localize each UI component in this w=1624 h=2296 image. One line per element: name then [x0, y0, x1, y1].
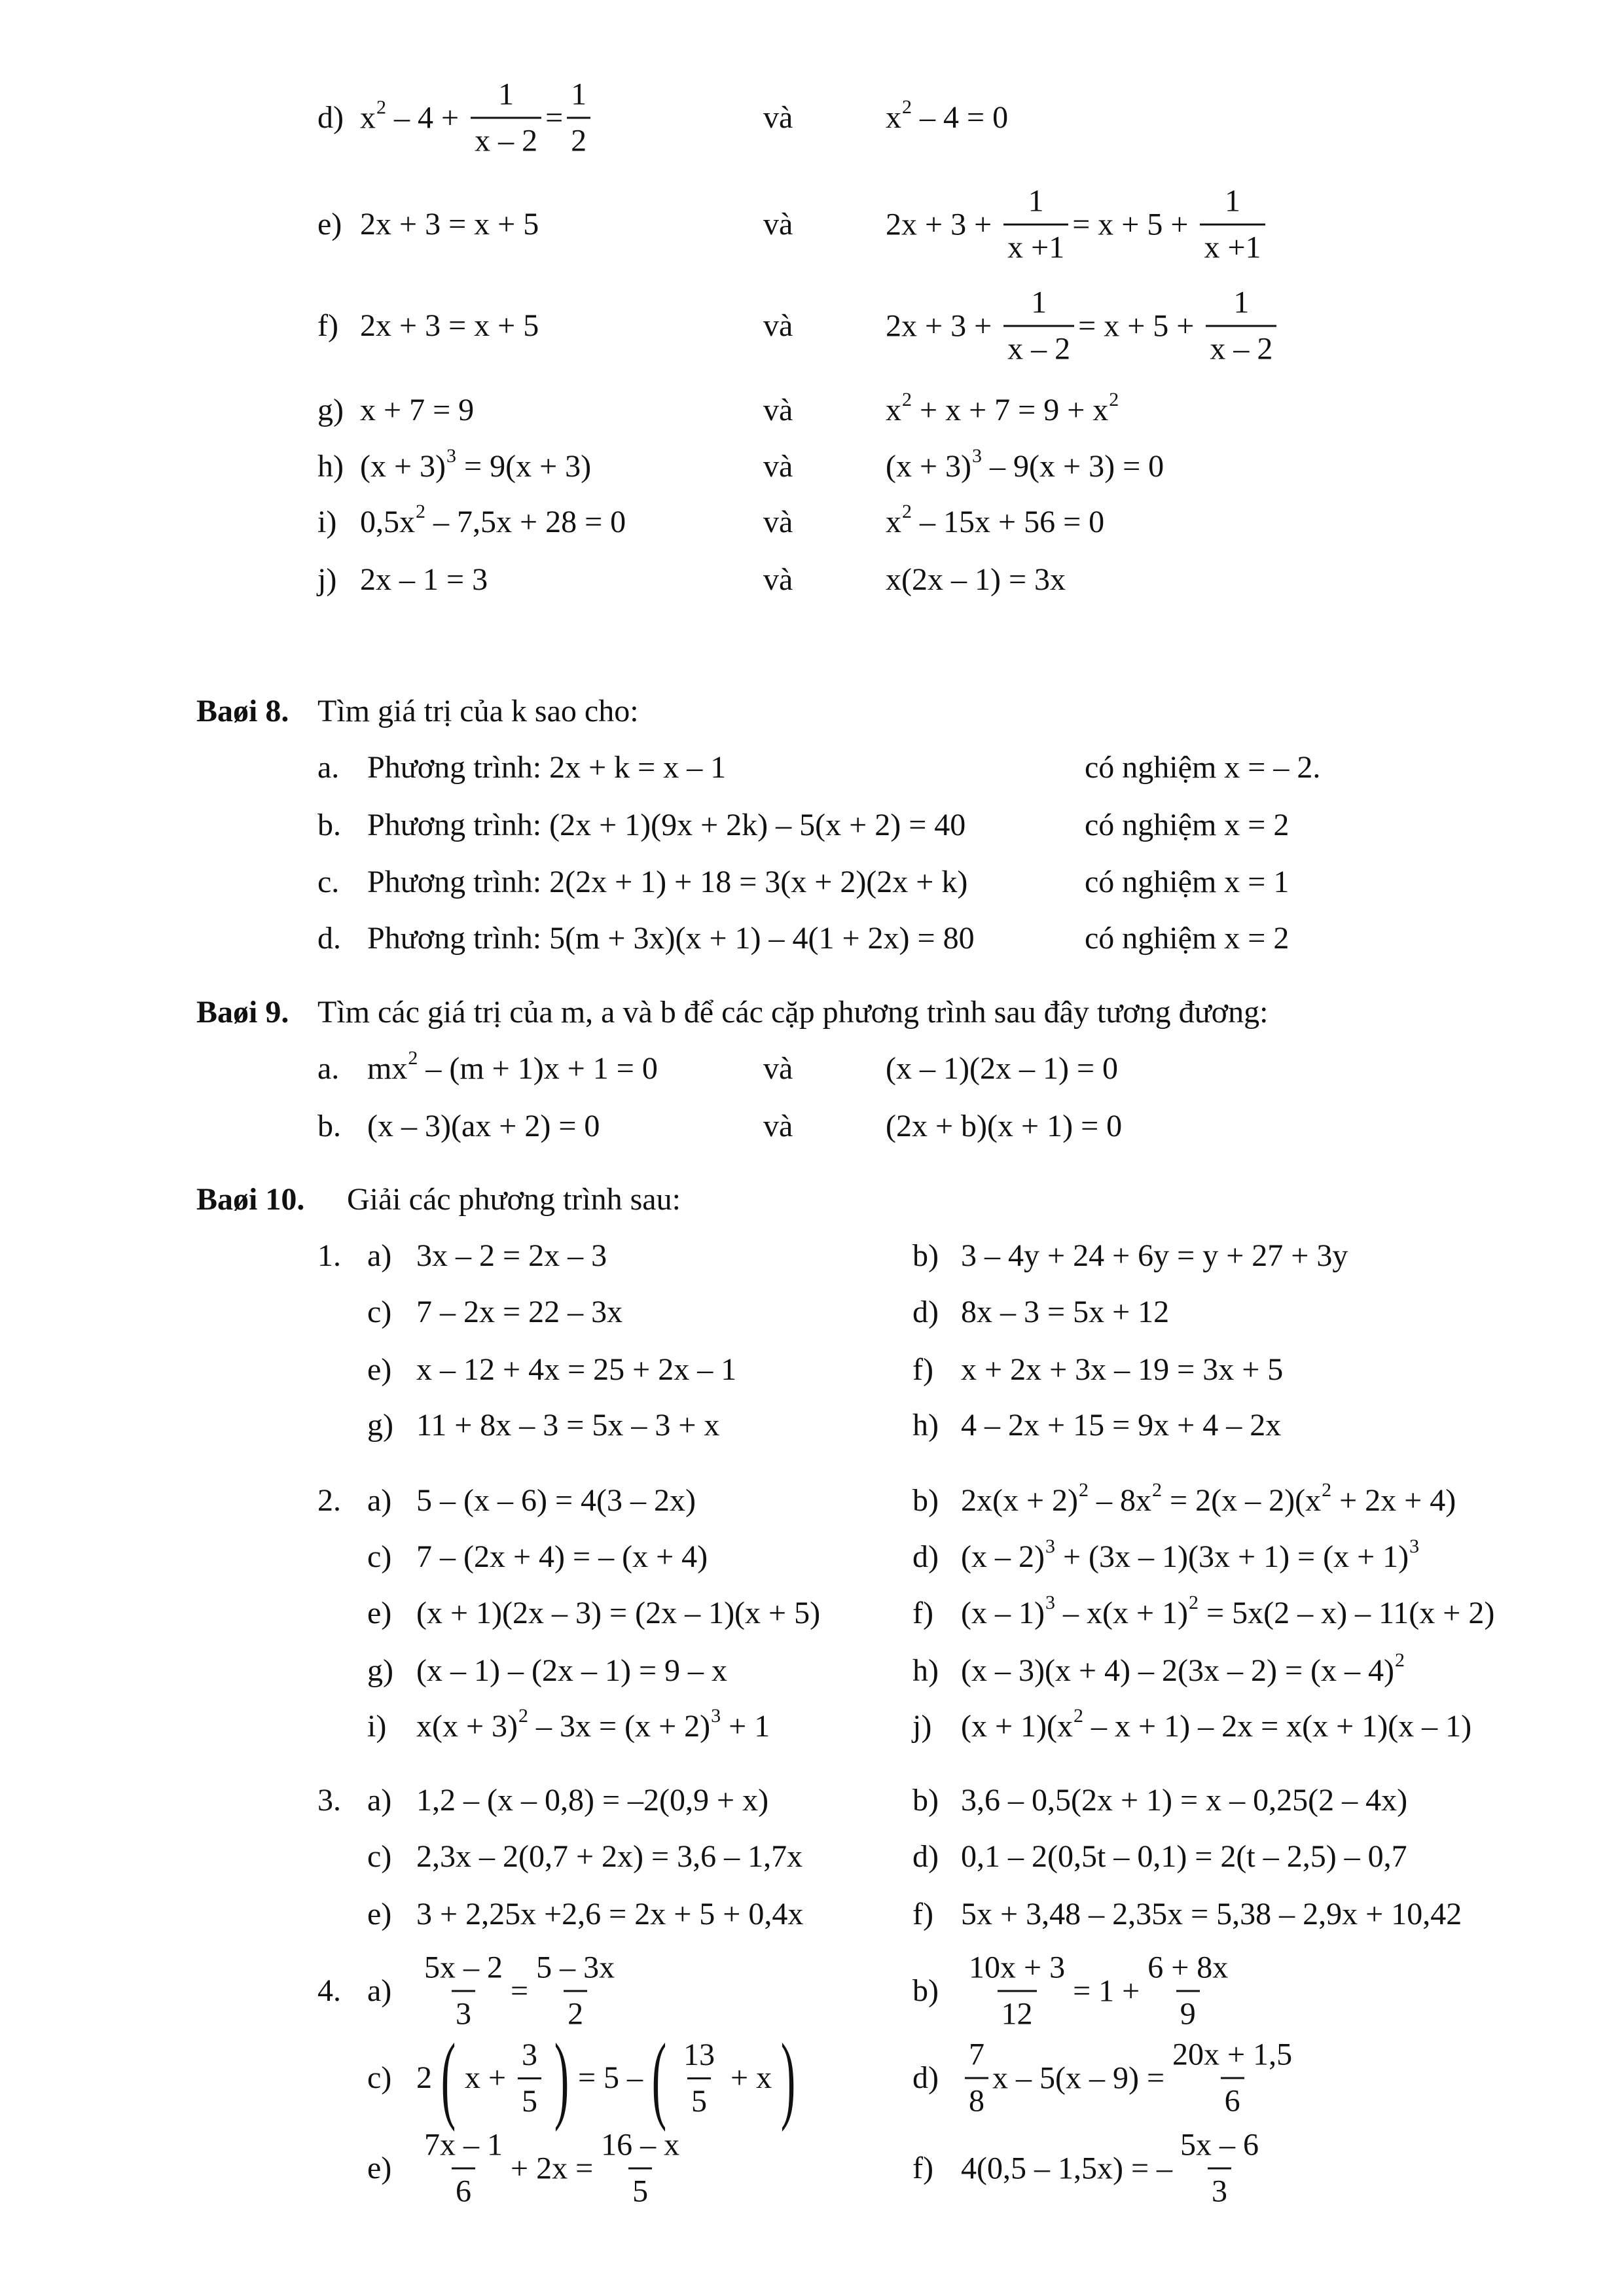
math-text: – 15x + 56 = 0: [912, 505, 1105, 539]
math-text: – 7,5x + 28 = 0: [425, 505, 626, 539]
math-text: – 4 +: [386, 100, 467, 135]
item-label: b.: [317, 1109, 341, 1143]
math-text: (x + 1)(x: [961, 1709, 1074, 1744]
left-equation: [360, 209, 539, 240]
math-text: =: [511, 1973, 529, 2008]
equation: [416, 1541, 708, 1573]
equation: [961, 1297, 1169, 1328]
math-text: – 8x: [1089, 1483, 1152, 1518]
equation: Phương trình: 5(m + 3x)(x + 1) – 4(1 + 2x) = 80: [367, 921, 975, 956]
conjunction: và: [763, 562, 793, 597]
denominator: 6: [452, 2168, 475, 2208]
denominator: 2: [564, 1990, 587, 2030]
fraction: [1003, 287, 1074, 365]
math-text: 3,6 – 0,5(2x + 1) = x – 0,25(2 – 4x): [961, 1783, 1408, 1818]
superscript: 2: [1189, 1592, 1199, 1613]
fraction: [532, 1952, 619, 2030]
item-label: f): [317, 308, 338, 343]
math-text: (x – 2): [961, 1539, 1045, 1574]
item-label: f): [912, 2151, 933, 2185]
fraction: [420, 1952, 507, 2030]
left-paren: (: [441, 2024, 456, 2132]
item-label: a): [367, 1783, 392, 1818]
condition: có nghiệm x = 1: [1085, 865, 1290, 899]
superscript: 2: [902, 389, 912, 410]
math-text: (x – 3)(x + 4) – 2(3x – 2) = (x – 4): [961, 1653, 1395, 1688]
numerator: 6 + 8x: [1147, 1950, 1229, 1985]
group-content: [676, 2039, 772, 2117]
conjunction: và: [763, 449, 793, 484]
math-text: 2: [416, 2060, 432, 2095]
right-equation: [886, 501, 1105, 539]
right-equation: [886, 1053, 1118, 1085]
left-equation: [360, 445, 592, 484]
numerator: 1: [498, 77, 514, 112]
math-text: x: [886, 505, 901, 539]
equation: [416, 1297, 623, 1328]
item-label: c): [367, 1539, 392, 1574]
superscript: 2: [902, 501, 912, 522]
condition: có nghiệm x = 2: [1085, 921, 1290, 956]
equation: [961, 2039, 1300, 2117]
exercise-instruction: Giải các phương trình sau:: [347, 1182, 681, 1217]
denominator: 9: [1176, 1990, 1200, 2030]
math-text: = 5 –: [577, 2060, 643, 2095]
fraction: [965, 1952, 1069, 2030]
math-text: = 9(x + 3): [456, 449, 592, 484]
math-text: 2x + 3 +: [886, 207, 1000, 242]
equation: [416, 1952, 623, 2030]
numerator: 1: [1031, 285, 1047, 320]
fraction: [518, 2039, 541, 2117]
left-equation: [367, 1111, 600, 1142]
math-text: + 2x =: [511, 2151, 594, 2185]
equation: [961, 1479, 1456, 1518]
group-content: [465, 2039, 545, 2117]
left-equation: [360, 310, 539, 342]
item-label: a): [367, 1483, 392, 1518]
right-paren: ): [554, 2024, 569, 2132]
item-label: a.: [317, 1051, 340, 1086]
equation: [416, 1240, 607, 1272]
numerator: 13: [683, 2037, 715, 2072]
fraction: [679, 2039, 719, 2117]
math-text: + x: [723, 2060, 772, 2095]
superscript: 2: [1109, 389, 1119, 410]
math-text: (2x + b)(x + 1) = 0: [886, 1109, 1123, 1143]
denominator: x – 2: [1003, 325, 1074, 365]
superscript: 3: [1409, 1535, 1420, 1557]
equation: [961, 1410, 1281, 1441]
item-label: e): [317, 207, 342, 242]
denominator: 5: [687, 2077, 711, 2117]
right-equation: [886, 1111, 1122, 1142]
equation: [961, 1592, 1495, 1630]
math-text: 4 – 2x + 15 = 9x + 4 – 2x: [961, 1408, 1282, 1443]
math-text: 0,5x: [360, 505, 415, 539]
equation: [961, 1785, 1407, 1816]
group-number: 4.: [317, 1973, 341, 2008]
math-text: = 2(x – 2)(x: [1162, 1483, 1322, 1518]
item-label: b): [912, 1973, 939, 2008]
right-paren: ): [780, 2024, 796, 2132]
math-text: 7 – 2x = 22 – 3x: [416, 1295, 623, 1329]
math-text: x: [886, 393, 901, 427]
equation: [416, 1841, 803, 1873]
numerator: 3: [522, 2037, 538, 2072]
right-equation: [886, 96, 1009, 135]
superscript: 2: [902, 96, 912, 118]
equation: [961, 1649, 1405, 1688]
exercise-number: Baøi 10.: [196, 1182, 305, 1217]
superscript: 2: [1322, 1479, 1332, 1501]
math-text: = x + 5 +: [1072, 207, 1197, 242]
math-text: + (3x – 1)(3x + 1) = (x + 1): [1055, 1539, 1409, 1574]
numerator: 7x – 1: [424, 2127, 503, 2162]
item-label: e): [367, 2151, 392, 2185]
math-text: x +: [464, 2060, 514, 2095]
item-label: b): [912, 1483, 939, 1518]
superscript: 2: [1074, 1705, 1084, 1727]
right-equation: [886, 287, 1280, 365]
group-number: 2.: [317, 1483, 341, 1518]
conjunction: và: [763, 1109, 793, 1143]
equation: [416, 1899, 803, 1930]
item-label: c): [367, 1839, 392, 1874]
item-label: j): [912, 1709, 932, 1744]
denominator: 5: [518, 2077, 541, 2117]
item-label: b): [912, 1238, 939, 1273]
math-text: =: [545, 100, 564, 135]
left-equation: [360, 501, 626, 539]
math-text: 2x – 1 = 3: [360, 562, 488, 597]
math-text: – 3x = (x + 2): [528, 1709, 711, 1744]
numerator: 5 – 3x: [536, 1950, 615, 1985]
item-label: a.: [317, 750, 340, 785]
math-text: – (m + 1)x + 1 = 0: [418, 1051, 658, 1086]
equation: [416, 2127, 687, 2209]
superscript: 2: [1079, 1479, 1089, 1501]
conjunction: và: [763, 505, 793, 539]
denominator: x +1: [1003, 224, 1068, 264]
math-text: 0,1 – 2(0,5t – 0,1) = 2(t – 2,5) – 0,7: [961, 1839, 1407, 1874]
equation: Phương trình: (2x + 1)(9x + 2k) – 5(x + 2) = 40: [367, 808, 966, 842]
math-text: 8x – 3 = 5x + 12: [961, 1295, 1170, 1329]
right-equation: [886, 389, 1119, 427]
fraction: [471, 79, 541, 157]
conjunction: và: [763, 100, 793, 135]
superscript: 2: [376, 96, 386, 118]
math-text: (x – 1)(2x – 1) = 0: [886, 1051, 1119, 1086]
parenthesized-group: [432, 2024, 578, 2132]
numerator: 7: [969, 2037, 984, 2072]
math-text: 4(0,5 – 1,5x) = –: [961, 2151, 1173, 2185]
item-label: e): [367, 1596, 392, 1630]
conjunction: và: [763, 393, 793, 427]
item-label: d.: [317, 921, 341, 956]
item-label: c): [367, 1295, 392, 1329]
fraction: [1003, 183, 1068, 265]
math-text: x – 12 + 4x = 25 + 2x – 1: [416, 1352, 737, 1387]
equation: [961, 2127, 1267, 2209]
math-text: – 9(x + 3) = 0: [982, 449, 1164, 484]
item-label: b.: [317, 808, 341, 842]
group-number: 3.: [317, 1783, 341, 1818]
superscript: 3: [1045, 1535, 1055, 1557]
item-label: d): [912, 2060, 939, 2095]
item-label: i): [367, 1709, 387, 1744]
math-text: x – 5(x – 9) =: [992, 2060, 1165, 2095]
math-text: 2x + 3 = x + 5: [360, 207, 539, 242]
conjunction: và: [763, 1051, 793, 1086]
math-text: x + 7 = 9: [360, 393, 475, 427]
denominator: 8: [965, 2077, 988, 2117]
math-text: 3 + 2,25x +2,6 = 2x + 5 + 0,4x: [416, 1897, 804, 1931]
item-label: g): [367, 1653, 393, 1688]
denominator: 3: [1208, 2168, 1231, 2208]
math-text: – 4 = 0: [912, 100, 1009, 135]
left-equation: [360, 395, 474, 426]
left-equation: [360, 79, 594, 157]
fraction: [1168, 2039, 1296, 2117]
right-equation: [886, 183, 1269, 265]
superscript: 2: [1152, 1479, 1163, 1501]
item-label: f): [912, 1596, 933, 1630]
math-text: x(2x – 1) = 3x: [886, 562, 1066, 597]
math-text: x + 2x + 3x – 19 = 3x + 5: [961, 1352, 1284, 1387]
item-label: g): [317, 393, 344, 427]
equation: [961, 1240, 1348, 1272]
item-label: a): [367, 1238, 392, 1273]
item-label: h): [912, 1653, 939, 1688]
equation: [961, 1705, 1472, 1744]
numerator: 1: [1028, 183, 1044, 219]
math-text: 3 – 4y + 24 + 6y = y + 27 + 3y: [961, 1238, 1348, 1273]
equation: [416, 2024, 804, 2132]
math-text: + 2x + 4): [1331, 1483, 1456, 1518]
numerator: 1: [1224, 183, 1240, 219]
math-text: = 5x(2 – x) – 11(x + 2): [1199, 1596, 1495, 1630]
superscript: 2: [416, 501, 425, 522]
fraction: [1200, 183, 1265, 265]
fraction: [1176, 2127, 1263, 2209]
denominator: 2: [567, 117, 590, 157]
exercise-number: Baøi 8.: [196, 694, 289, 728]
fraction: [1144, 1952, 1232, 2030]
right-equation: [886, 445, 1164, 484]
equation: [416, 1705, 770, 1744]
item-label: f): [912, 1897, 933, 1931]
conjunction: và: [763, 308, 793, 343]
item-label: d): [912, 1539, 939, 1574]
left-equation: [360, 564, 488, 596]
fraction: [965, 2039, 988, 2117]
math-text: 2x + 3 = x + 5: [360, 308, 539, 343]
math-text: 11 + 8x – 3 = 5x – 3 + x: [416, 1408, 720, 1443]
math-text: (x – 1): [961, 1596, 1045, 1630]
fraction: [1206, 287, 1276, 365]
item-label: c.: [317, 865, 340, 899]
denominator: x – 2: [471, 117, 541, 157]
math-text: (x – 1) – (2x – 1) = 9 – x: [416, 1653, 728, 1688]
equation: [961, 1535, 1420, 1574]
equation: Phương trình: 2x + k = x – 1: [367, 750, 727, 785]
math-text: x: [886, 100, 901, 135]
denominator: 6: [1221, 2077, 1244, 2117]
math-text: – x + 1) – 2x = x(x + 1)(x – 1): [1083, 1709, 1472, 1744]
item-label: d): [317, 100, 344, 135]
item-label: a): [367, 1973, 392, 2008]
item-label: e): [367, 1352, 392, 1387]
item-label: j): [317, 562, 337, 597]
numerator: 1: [1233, 285, 1250, 320]
math-text: 3x – 2 = 2x – 3: [416, 1238, 607, 1273]
item-label: i): [317, 505, 337, 539]
math-text: (x + 3): [360, 449, 446, 484]
math-text: x(x + 3): [416, 1709, 518, 1744]
math-text: + 1: [721, 1709, 770, 1744]
equation: [416, 1410, 719, 1441]
fraction: [597, 2127, 683, 2209]
item-label: d): [912, 1295, 939, 1329]
item-label: f): [912, 1352, 933, 1387]
math-text: (x + 1)(2x – 3) = (2x – 1)(x + 5): [416, 1596, 821, 1630]
equation: Phương trình: 2(2x + 1) + 18 = 3(x + 2)(2x + k): [367, 865, 968, 899]
equation: [961, 1899, 1462, 1930]
item-label: h): [317, 449, 344, 484]
denominator: x +1: [1200, 224, 1265, 264]
equation: [961, 1952, 1236, 2030]
exercise-instruction: Tìm các giá trị của m, a và b để các cặp phương trình sau đây tương đương:: [317, 995, 1269, 1030]
superscript: 2: [408, 1047, 418, 1069]
item-label: e): [367, 1897, 392, 1931]
superscript: 3: [1045, 1592, 1055, 1613]
superscript: 3: [711, 1705, 721, 1727]
superscript: 3: [446, 445, 457, 467]
fraction: [567, 79, 590, 157]
denominator: x – 2: [1206, 325, 1276, 365]
numerator: 10x + 3: [969, 1950, 1066, 1985]
denominator: 12: [998, 1990, 1037, 2030]
math-text: + x + 7 = 9 + x: [912, 393, 1109, 427]
math-text: mx: [367, 1051, 408, 1086]
equation: [416, 1485, 696, 1516]
condition: có nghiệm x = – 2.: [1085, 750, 1321, 785]
superscript: 2: [518, 1705, 529, 1727]
item-label: g): [367, 1408, 393, 1443]
equation: [416, 1655, 727, 1687]
left-equation: [367, 1047, 658, 1086]
numerator: 16 – x: [601, 2127, 680, 2162]
item-label: h): [912, 1408, 939, 1443]
item-label: b): [912, 1783, 939, 1818]
math-text: 1,2 – (x – 0,8) = –2(0,9 + x): [416, 1783, 769, 1818]
math-text: 5x + 3,48 – 2,35x = 5,38 – 2,9x + 10,42: [961, 1897, 1462, 1931]
conjunction: và: [763, 207, 793, 242]
exercise-instruction: Tìm giá trị của k sao cho:: [317, 694, 639, 728]
math-text: 2,3x – 2(0,7 + 2x) = 3,6 – 1,7x: [416, 1839, 803, 1874]
condition: có nghiệm x = 2: [1085, 808, 1290, 842]
item-label: d): [912, 1839, 939, 1874]
right-equation: [886, 564, 1066, 596]
parenthesized-group: [643, 2024, 804, 2132]
math-text: (x + 3): [886, 449, 972, 484]
superscript: 3: [972, 445, 983, 467]
math-text: 7 – (2x + 4) = – (x + 4): [416, 1539, 708, 1574]
math-text: x: [360, 100, 376, 135]
math-text: 5 – (x – 6) = 4(3 – 2x): [416, 1483, 696, 1518]
exercise-number: Baøi 9.: [196, 995, 289, 1030]
numerator: 1: [571, 77, 587, 112]
math-text: 2x + 3 +: [886, 308, 1000, 343]
equation: [416, 1354, 736, 1386]
math-text: = 1 +: [1073, 1973, 1140, 2008]
math-text: 2x(x + 2): [961, 1483, 1079, 1518]
denominator: 5: [628, 2168, 652, 2208]
item-label: c): [367, 2060, 392, 2095]
numerator: 20x + 1,5: [1172, 2037, 1293, 2072]
numerator: 5x – 6: [1180, 2127, 1259, 2162]
left-paren: (: [651, 2024, 667, 2132]
group-number: 1.: [317, 1238, 341, 1273]
denominator: 3: [452, 1990, 475, 2030]
equation: [416, 1598, 820, 1629]
equation: [416, 1785, 768, 1816]
fraction: [420, 2127, 507, 2209]
numerator: 5x – 2: [424, 1950, 503, 1985]
equation: [961, 1354, 1283, 1386]
equation: [961, 1841, 1407, 1873]
math-text: = x + 5 +: [1078, 308, 1202, 343]
math-text: (x – 3)(ax + 2) = 0: [367, 1109, 600, 1143]
superscript: 2: [1395, 1649, 1405, 1671]
math-text: – x(x + 1): [1055, 1596, 1189, 1630]
